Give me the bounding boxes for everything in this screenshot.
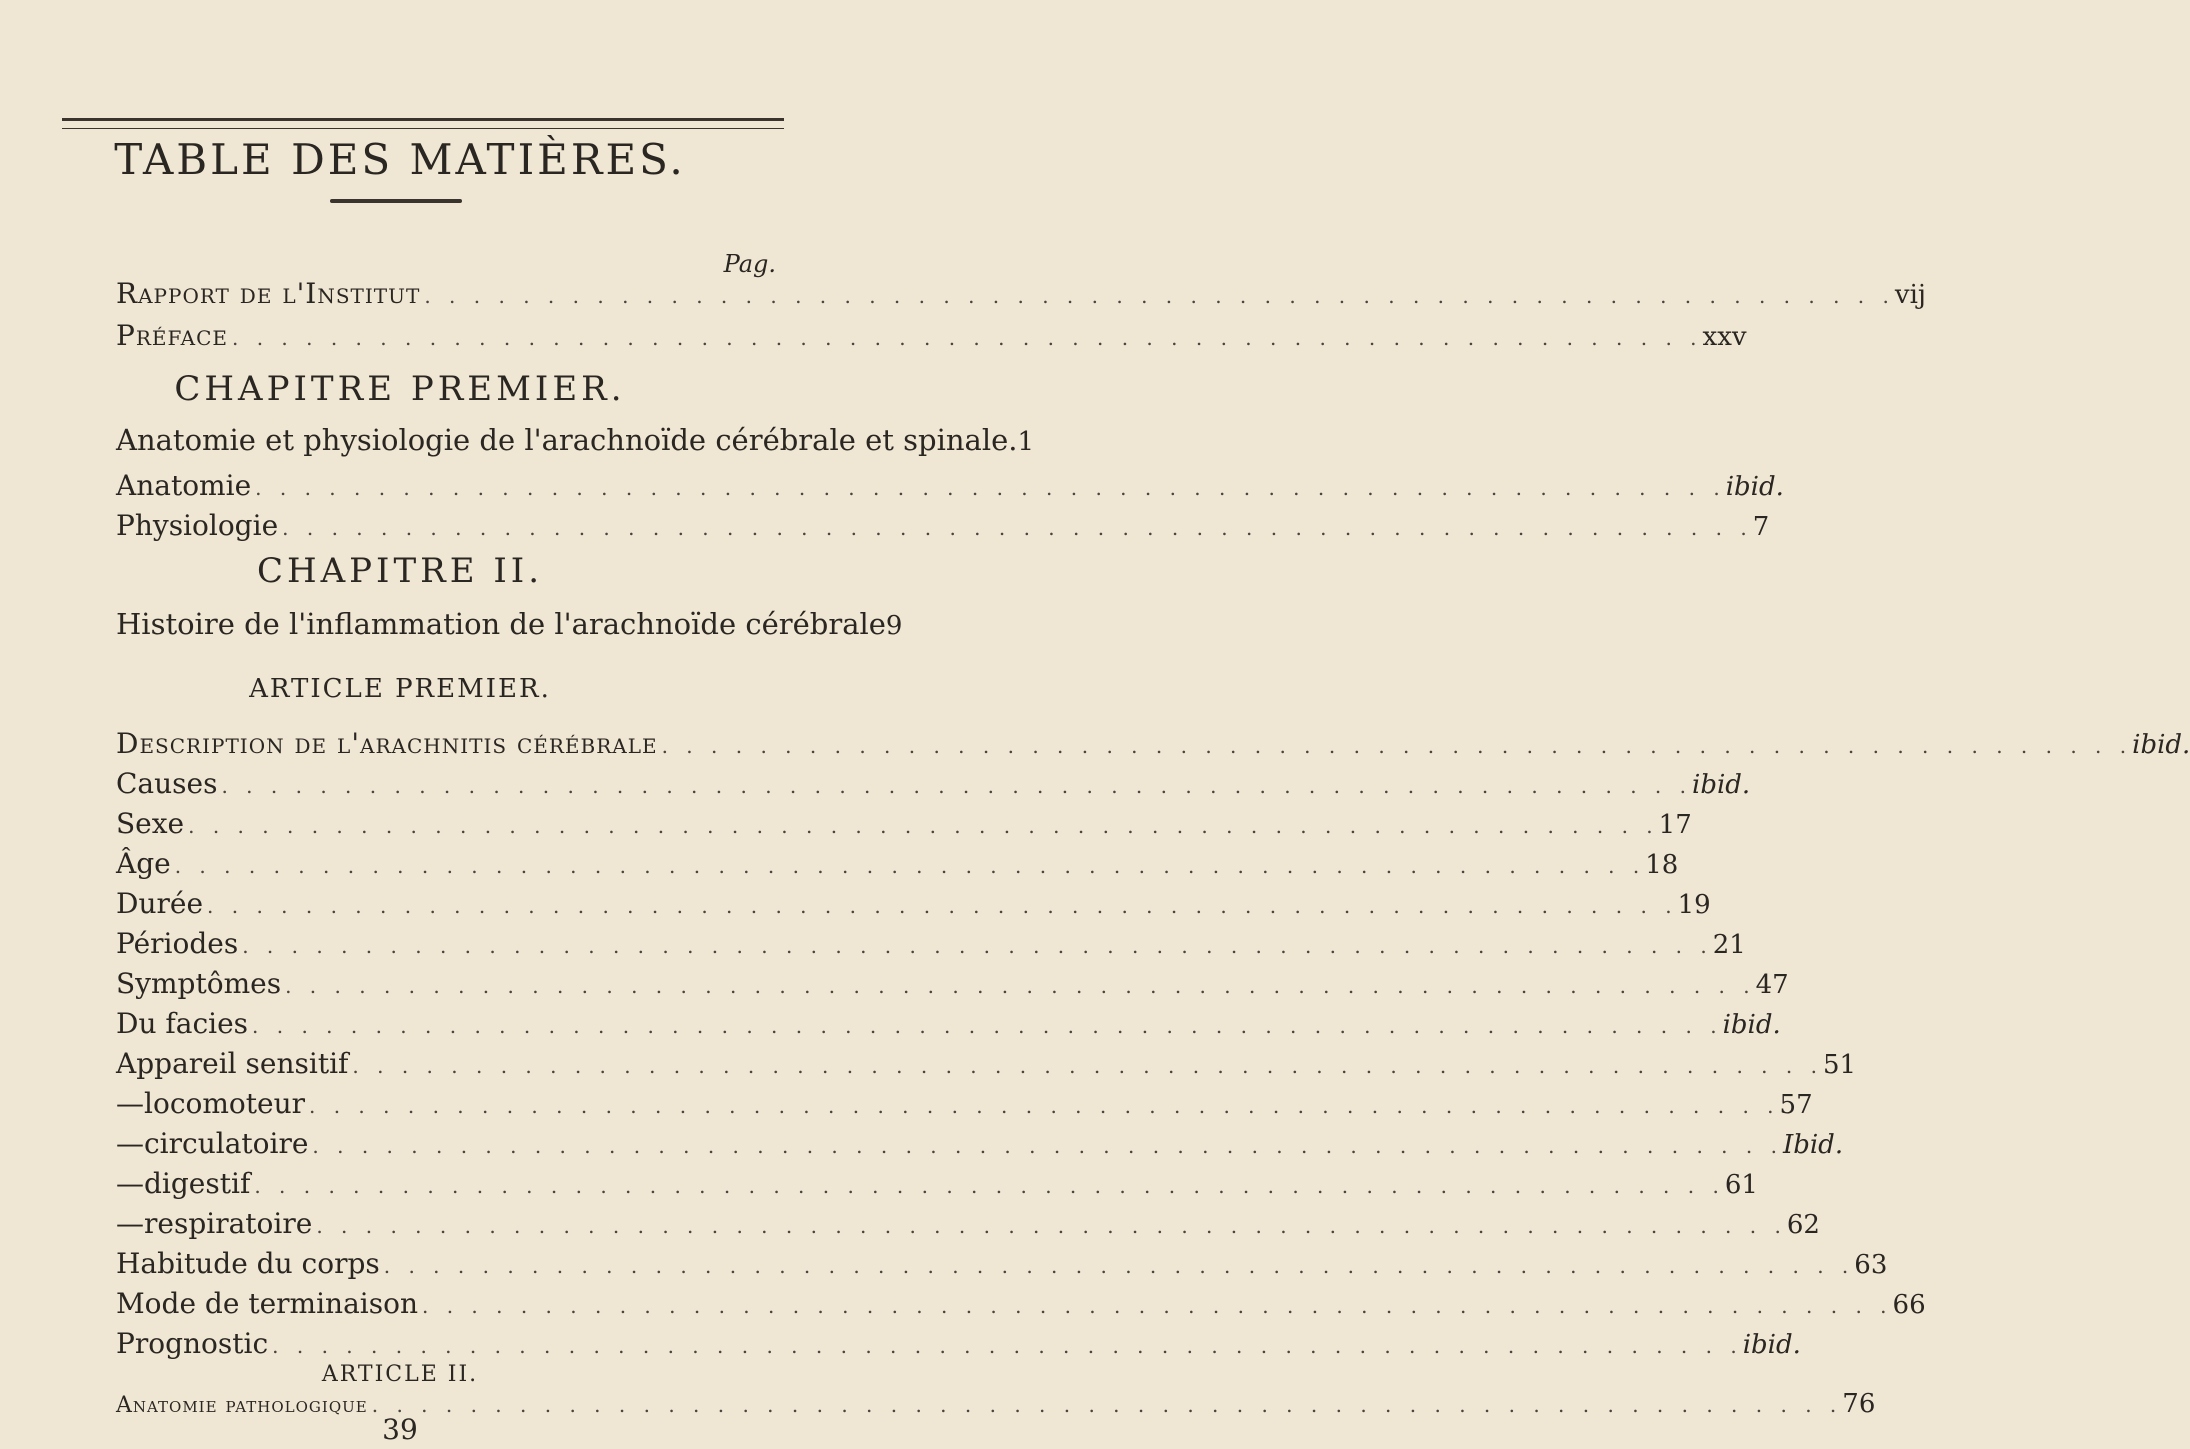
dot-leader: . . . . . . . . . . . . . . . . . . . . . . . . . . . . . . . . . . . . . . . . . . . . . . . . . . . . . . . . . . . . [352,1054,1823,1078]
ditto-dash: — [116,1127,144,1160]
title-ornament-rule [330,199,462,203]
toc-entry-label: Causes [116,767,218,800]
dot-leader: . . . . . . . . . . . . . . . . . . . . . . . . . . . . . . . . . . . . . . . . . . . . . . . . . . . . . . . . . . . . [207,894,1678,918]
toc-entry-label: Périodes [116,927,239,960]
toc-entry-symptomes[interactable] [116,964,1789,1004]
article-heading-2: ARTICLE II. [321,1362,479,1387]
toc-entry-prognostic[interactable] [116,1324,1801,1364]
chapter-2-summary[interactable] [116,604,903,644]
dot-leader: . . . . . . . . . . . . . . . . . . . . . . . . . . . . . . . . . . . . . . . . . . . . . . . . . . . . . . . . . . . . [174,854,1646,878]
toc-entry-page: ibid. [2132,730,2190,760]
chapter-1-summary[interactable] [116,420,1035,460]
toc-entry-page: vij [1894,280,1926,310]
toc-entry-digestif[interactable] [116,1164,1758,1204]
toc-entry-page: 63 [1854,1250,1888,1280]
toc-entry-label: Sexe [116,807,185,840]
page-column-header: Pag. [723,250,776,278]
toc-entry-label: respiratoire [144,1207,313,1240]
toc-entry-label: Anatomie pathologique [116,1393,368,1418]
toc-entry-label: digestif [144,1167,251,1200]
top-double-rule [62,118,784,129]
chapter-summary-page: 9 [885,611,903,641]
page-folio: 39 [382,1413,418,1446]
dot-leader: . . . . . . . . . . . . . . . . . . . . . . . . . . . . . . . . . . . . . . . . . . . . . . . . . . . . . . . . . . . . [424,284,1895,308]
toc-entry-page: 21 [1712,930,1746,960]
toc-entry-habitude[interactable] [116,1244,1888,1284]
page-title: TABLE DES MATIÈRES. [114,135,686,184]
dot-leader: . . . . . . . . . . . . . . . . . . . . . . . . . . . . . . . . . . . . . . . . . . . . . . . . . . . . . . . . . . . . [309,1094,1780,1118]
toc-entry-page: ibid. [1722,1010,1781,1040]
toc-entry-label: Durée [116,887,204,920]
toc-entry-page: 17 [1658,810,1692,840]
toc-entry-description[interactable] [116,724,2190,764]
dot-leader: . . . . . . . . . . . . . . . . . . . . . . . . . . . . . . . . . . . . . . . . . . . . . . . . . . . . . . . . . . . . [316,1214,1787,1238]
dot-leader: . . . . . . . . . . . . . . . . . . . . . . . . . . . . . . . . . . . . . . . . . . . . . . . . . . . . . . . . . . . . [231,326,1703,350]
toc-entry-label: Anatomie [116,469,252,502]
toc-entry-respiratoire[interactable] [116,1204,1820,1244]
toc-entry-label: Du facies [116,1007,249,1040]
toc-entry-page: 51 [1822,1050,1857,1080]
toc-entry-page: 62 [1786,1210,1820,1240]
dot-leader: . . . . . . . . . . . . . . . . . . . . . . . . . . . . . . . . . . . . . . . . . . . . . . . . . . . . . . . . . . . . [255,476,1726,500]
toc-entry-label: Préface [116,319,228,352]
dot-leader: . . . . . . . . . . . . . . . . . . . . . . . . . . . . . . . . . . . . . . . . . . . . . . . . . . . . . . . . . . . . [312,1134,1783,1158]
toc-entry-page: xxv [1702,322,1747,352]
toc-entry-periodes[interactable] [116,924,1746,964]
toc-entry-page: 18 [1645,850,1679,880]
chapter-summary-label: Anatomie et physiologie de l'arachnoïde cérébrale et spinale. [116,423,1018,457]
toc-entry-page: ibid. [1725,472,1784,502]
toc-entry-age[interactable] [116,844,1679,884]
toc-entry-label: Mode de terminaison [116,1287,418,1320]
toc-entry-label: Symptômes [116,967,282,1000]
toc-entry-preface[interactable] [116,316,1747,356]
chapter-heading-1: CHAPITRE PREMIER. [174,369,626,409]
toc-entry-label: Prognostic [116,1327,269,1360]
toc-entry-physiologie[interactable] [116,506,1770,546]
toc-entry-page: ibid. [1742,1330,1801,1360]
toc-entry-appareil-sensitif[interactable] [116,1044,1857,1084]
toc-entry-sexe[interactable] [116,804,1692,844]
toc-entry-page: 76 [1842,1389,1876,1419]
chapter-heading-2: CHAPITRE II. [256,551,544,591]
dot-leader: . . . . . . . . . . . . . . . . . . . . . . . . . . . . . . . . . . . . . . . . . . . . . . . . . . . . . . . . . . . . [254,1174,1725,1198]
toc-entry-anatomie[interactable] [116,466,1784,506]
toc-entry-rapport[interactable] [116,274,1926,314]
toc-entry-label: Rapport de l'Institut [116,277,421,310]
dot-leader: . . . . . . . . . . . . . . . . . . . . . . . . . . . . . . . . . . . . . . . . . . . . . . . . . . . . . . . . . . . . [383,1254,1855,1278]
dot-leader: . . . . . . . . . . . . . . . . . . . . . . . . . . . . . . . . . . . . . . . . . . . . . . . . . . . . . . . . . . . . [661,734,2133,758]
toc-entry-duree[interactable] [116,884,1711,924]
dot-leader: . . . . . . . . . . . . . . . . . . . . . . . . . . . . . . . . . . . . . . . . . . . . . . . . . . . . . . . . . . . . [242,934,1713,958]
chapter-summary-page: 1 [1017,427,1035,457]
toc-entry-label: Âge [116,847,171,880]
dot-leader: . . . . . . . . . . . . . . . . . . . . . . . . . . . . . . . . . . . . . . . . . . . . . . . . . . . . . . . . . . . . [285,974,1756,998]
ditto-dash: — [116,1087,144,1120]
toc-entry-label: Physiologie [116,509,279,542]
toc-entry-page: 66 [1892,1290,1926,1320]
toc-entry-facies[interactable] [116,1004,1781,1044]
toc-entry-page: 61 [1724,1170,1758,1200]
toc-entry-page: 47 [1755,970,1789,1000]
dot-leader: . . . . . . . . . . . . . . . . . . . . . . . . . . . . . . . . . . . . . . . . . . . . . . . . . . . . . . . . . . . . [371,1393,1843,1417]
toc-entry-label: circulatoire [144,1127,309,1160]
toc-entry-label: Description de l'arachnitis cérébrale [116,727,658,760]
toc-entry-page: 19 [1677,890,1711,920]
toc-entry-page: Ibid. [1782,1130,1844,1160]
toc-entry-causes[interactable] [116,764,1751,804]
dot-leader: . . . . . . . . . . . . . . . . . . . . . . . . . . . . . . . . . . . . . . . . . . . . . . . . . . . . . . . . . . . . [272,1334,1743,1358]
dot-leader: . . . . . . . . . . . . . . . . . . . . . . . . . . . . . . . . . . . . . . . . . . . . . . . . . . . . . . . . . . . . [282,516,1753,540]
ditto-dash: — [116,1167,144,1200]
toc-entry-label: Appareil sensitif [116,1047,349,1080]
dot-leader: . . . . . . . . . . . . . . . . . . . . . . . . . . . . . . . . . . . . . . . . . . . . . . . . . . . . . . . . . . . . [221,774,1693,798]
toc-entry-locomoteur[interactable] [116,1084,1813,1124]
dot-leader: . . . . . . . . . . . . . . . . . . . . . . . . . . . . . . . . . . . . . . . . . . . . . . . . . . . . . . . . . . . . [252,1014,1723,1038]
chapter-summary-label: Histoire de l'inflammation de l'arachnoïde cérébrale [116,607,886,641]
toc-entry-label: Habitude du corps [116,1247,380,1280]
toc-entry-page: ibid. [1692,770,1751,800]
dot-leader: . . . . . . . . . . . . . . . . . . . . . . . . . . . . . . . . . . . . . . . . . . . . . . . . . . . . . . . . . . . . [421,1294,1893,1318]
ditto-dash: — [116,1207,144,1240]
toc-entry-mode-terminaison[interactable] [116,1284,1926,1324]
toc-entry-circulatoire[interactable] [116,1124,1844,1164]
toc-entry-page: 7 [1752,512,1770,542]
toc-entry-page: 57 [1779,1090,1813,1120]
toc-entry-label: locomoteur [144,1087,305,1120]
dot-leader: . . . . . . . . . . . . . . . . . . . . . . . . . . . . . . . . . . . . . . . . . . . . . . . . . . . . . . . . . . . . [188,814,1659,838]
article-heading-1: ARTICLE PREMIER. [249,674,551,704]
